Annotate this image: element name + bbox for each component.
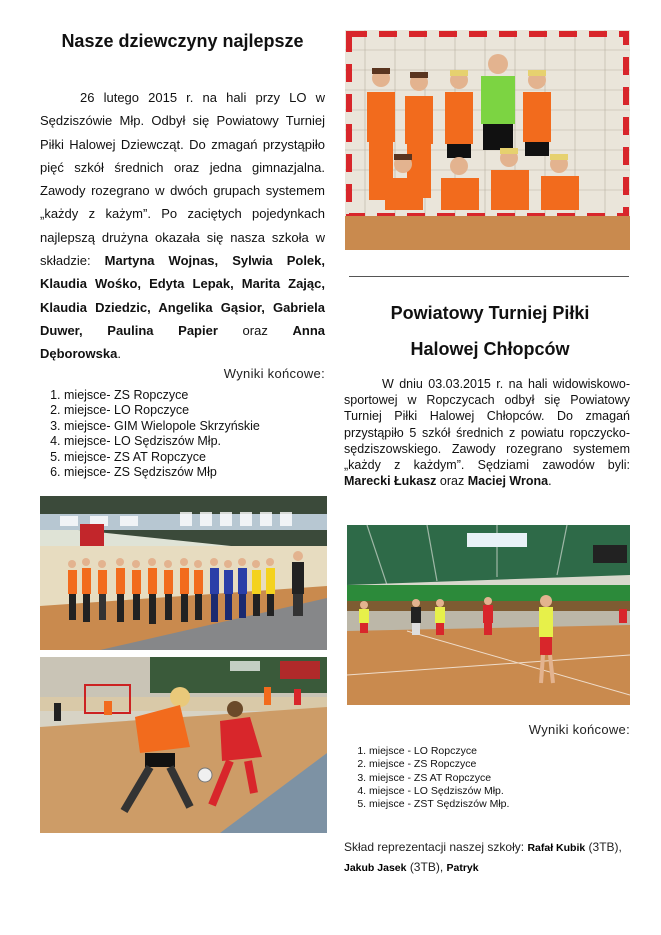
squad-player-3: Patryk — [446, 862, 479, 874]
girls-body-text: 26 lutego 2015 r. na hali przy LO w Sędziszówie Młp. Odbył się Powiatowy Turniej Piłki Halowej Dziewcząt. Do zmagań przystąpiło pięć szkół średnich oraz jedna gimnazjalna. Zawody rozegrano w dwóch grupach systemem „każdy z każym”. Po zaciętych pojedynkach najlepszą drużyna okazała się nasza szkoła w składzie: — [40, 90, 325, 269]
boys-squad — [344, 838, 630, 878]
boys-title-line1: Powiatowy Turniej Piłki — [390, 303, 590, 323]
girls-result-item: 2. miejsce- LO Ropczyce — [64, 403, 330, 418]
squad-class-2: (3TB), — [409, 860, 444, 874]
boys-result-item: 4. miejsce - LO Sędziszów Młp. — [369, 785, 630, 798]
photo-girls-team — [345, 30, 630, 250]
boys-body-text: W dniu 03.03.2015 r. na hali widowiskowo-sportowej w Ropczycach odbył się Powiatowy Turniej Piłki Halowej Chłopców. Do zmagań przystąpiło 5 szkół średnich z powiatu ropczycko-sędziszowskiego. Zawody rozegrano systemem „każdy z każdym”. Sędziami zawodów byli: — [344, 377, 630, 473]
boys-referee-2: Maciej Wrona — [467, 474, 549, 489]
photo-boys-match — [347, 525, 630, 705]
boys-title-line2: Halowej Chłopców — [410, 339, 570, 359]
girls-results-heading: Wyniki końcowe: — [223, 366, 325, 381]
boys-results-list — [345, 745, 630, 811]
article-title-girls: Nasze dziewczyny najlepsze — [61, 31, 304, 51]
girls-result-item: 1. miejsce- ZS Ropczyce — [64, 388, 330, 403]
article-body-boys — [344, 376, 630, 489]
squad-player-1: Rafał Kubik — [527, 842, 586, 854]
girls-player-names: Martyna Wojnas, Sylwia Polek, Klaudia Wośko, Edyta Lepak, Marita Zając, Klaudia Dziedzic, Angelika Gąsior, Gabriela Duwer, Paulina Papier — [40, 253, 325, 338]
boys-referee-1: Marecki Łukasz — [344, 474, 437, 489]
article-title-boys — [345, 295, 635, 367]
boys-end-dot: . — [548, 474, 552, 489]
boys-result-item: 1. miejsce - LO Ropczyce — [369, 745, 630, 758]
section-divider — [349, 276, 629, 277]
squad-player-2: Jakub Jasek — [344, 862, 407, 874]
girls-result-item: 6. miejsce- ZS Sędziszów Młp — [64, 465, 330, 480]
girls-results-list — [40, 388, 330, 480]
girls-result-item: 3. miejsce- GIM Wielopole Skrzyńskie — [64, 419, 330, 434]
boys-result-item: 2. miejsce - ZS Ropczyce — [369, 758, 630, 771]
squad-class-1: (3TB), — [588, 840, 622, 854]
boys-result-item: 5. miejsce - ZST Sędziszów Młp. — [369, 798, 630, 811]
boys-oraz: oraz — [439, 474, 465, 489]
girls-result-item: 4. miejsce- LO Sędziszów Młp. — [64, 434, 330, 449]
boys-result-item: 3. miejsce - ZS AT Ropczyce — [369, 772, 630, 785]
photo-girls-lineup — [40, 496, 327, 650]
girls-oraz: oraz — [242, 322, 268, 338]
photo-girls-match — [40, 657, 327, 833]
squad-label: Skład reprezentacji naszej szkoły: — [344, 840, 525, 854]
girls-end-dot: . — [117, 346, 121, 362]
boys-results-heading: Wyniki końcowe: — [528, 722, 630, 737]
girls-last-player: Anna Dęborowska — [40, 322, 325, 362]
article-body-girls — [40, 86, 325, 366]
girls-result-item: 5. miejsce- ZS AT Ropczyce — [64, 450, 330, 465]
